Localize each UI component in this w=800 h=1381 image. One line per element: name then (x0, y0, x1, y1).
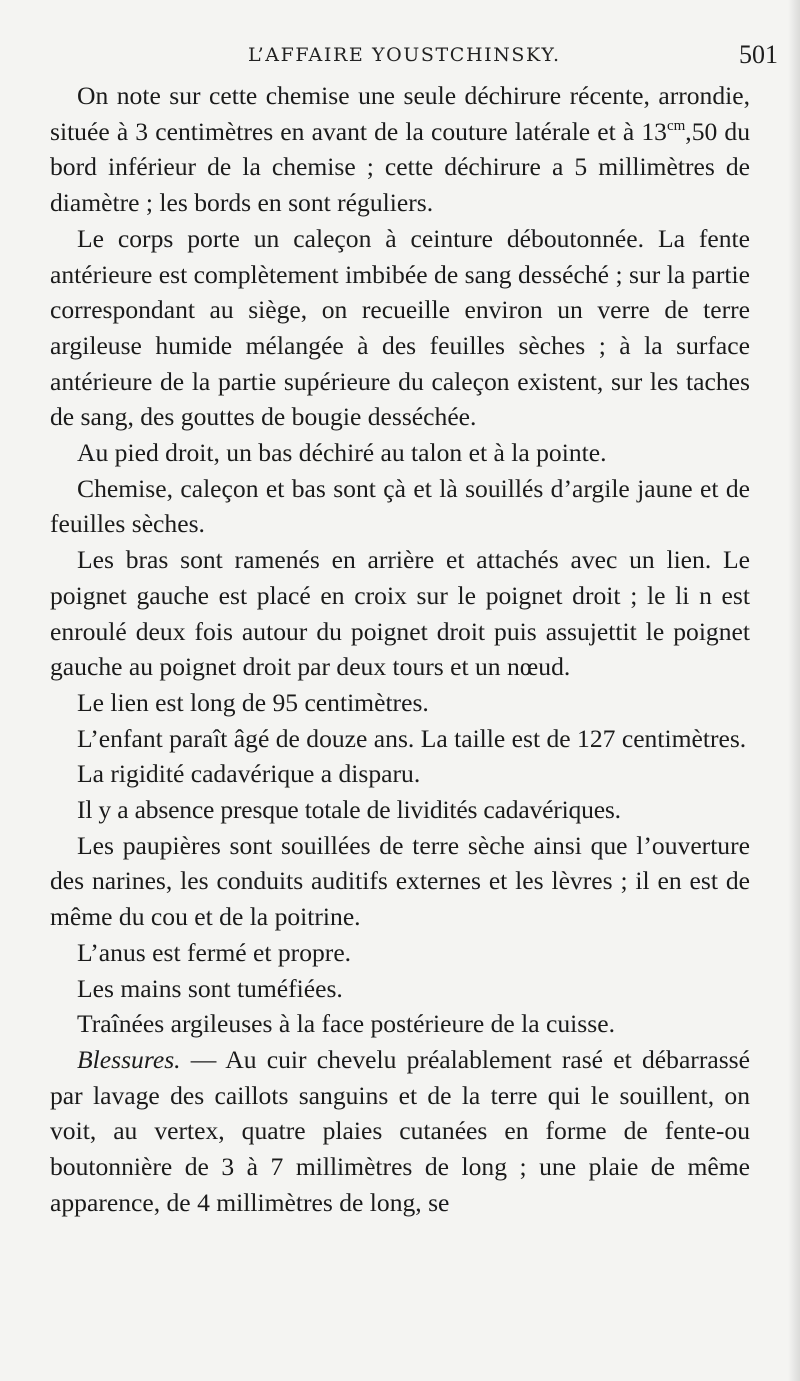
body-text (50, 78, 750, 1221)
paragraph: L’anus est fermé et propre. (77, 937, 352, 967)
paragraph-text: On note sur cette chemise une seule déchirure récente, arrondie, située à 3 centimètres en avant de la couture latérale et à 13 (50, 81, 750, 146)
running-header (0, 38, 800, 74)
paragraph: Le corps porte un caleçon à ceinture déboutonnée. La fente antérieure est complètement imbibée de sang desséché ; sur la partie correspondant au siège, on recueille environ un verre de terre argileuse humide mélangée à des feuilles sèches ; à la surface antérieure de la partie supérieure du caleçon existent, sur les taches de sang, des gouttes de bougie desséchée. (50, 223, 750, 432)
superscript-unit: cm (666, 117, 686, 134)
paragraph: Traînées argileuses à la face postérieure de la cuisse. (77, 1009, 615, 1039)
section-label: Blessures. (77, 1044, 181, 1074)
paragraph-text: — Au cuir chevelu préalablement rasé et débarrassé par lavage des caillots sanguins et de la terre qui le souillent, on voit, au vertex, quatre plaies cutanées en forme de fente-ou boutonnière de 3 à 7 millimètres de long ; une plaie de même apparence, de 4 millimètres de long, se (50, 1044, 750, 1217)
paragraph (50, 1042, 750, 1221)
paragraph-text: ,50 du bord inférieur de la chemise ; cette déchirure a 5 millimètres de diamètre ; les bords en sont réguliers. (50, 116, 751, 218)
paragraph: Le lien est long de 95 centimètres. (77, 687, 429, 717)
page-number: 501 (739, 40, 778, 69)
running-title: L’AFFAIRE YOUSTCHINSKY. (248, 44, 561, 66)
paragraph: Les mains sont tuméfiées. (77, 973, 343, 1003)
paragraph: Il y a absence presque totale de lividités cadavériques. (77, 795, 621, 825)
page-edge-shadow (788, 0, 800, 1381)
paragraph: Au pied droit, un bas déchiré au talon et à la pointe. (77, 438, 607, 468)
paragraph: Chemise, caleçon et bas sont çà et là souillés d’argile jaune et de feuilles sèches. (50, 473, 750, 539)
paragraph (50, 78, 750, 221)
paragraph: Les bras sont ramenés en arrière et attachés avec un lien. Le poignet gauche est placé en croix sur le poignet droit ; le li n est enroulé deux fois autour du poignet droit puis assujettit le poignet gauche au poignet droit par deux tours et un nœud. (50, 545, 750, 682)
paragraph: La rigidité cadavérique a disparu. (77, 759, 421, 789)
paragraph: Les paupières sont souillées de terre sèche ainsi que l’ouverture des narines, les conduits auditifs externes et les lèvres ; il en est de même du cou et de la poitrine. (50, 830, 750, 932)
paragraph: L’enfant paraît âgé de douze ans. La taille est de 127 centimètres. (77, 723, 747, 753)
